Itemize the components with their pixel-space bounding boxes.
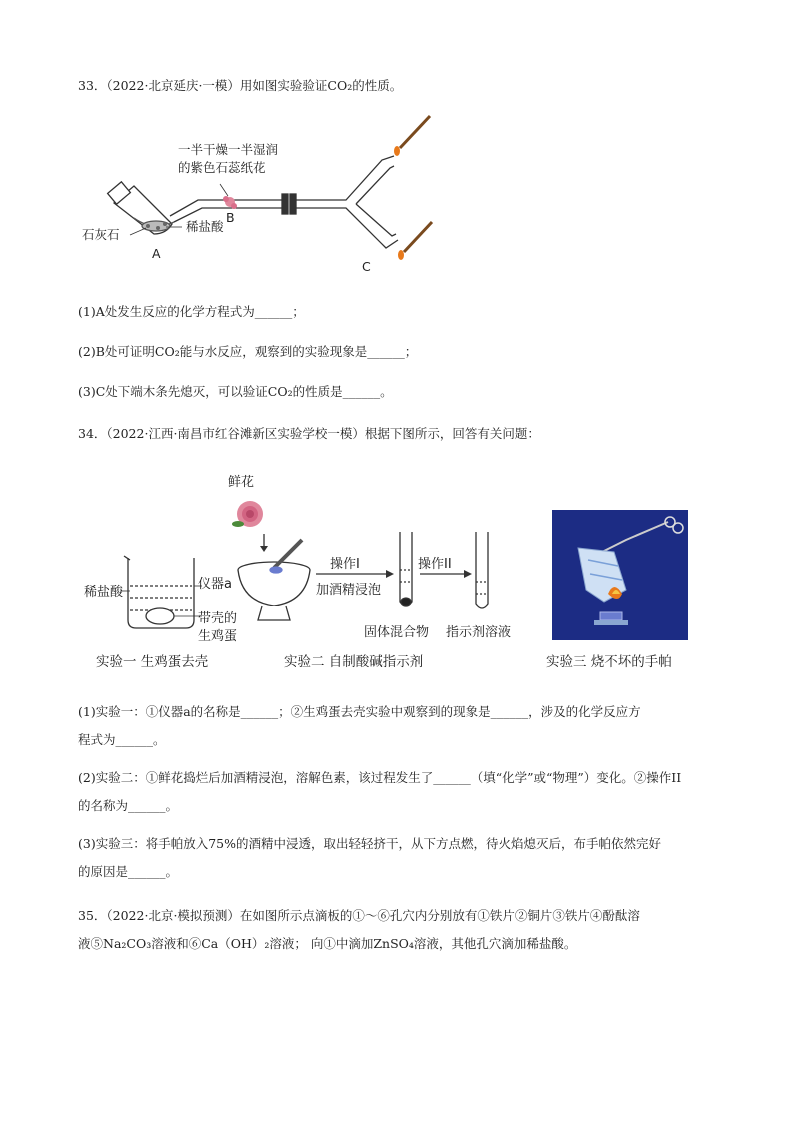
caption-experiment-3: 实验三 烧不坏的手帕 <box>546 654 672 670</box>
label-operation-2: 操作II <box>418 557 452 572</box>
label-alcohol-soak: 加酒精浸泡 <box>316 583 382 598</box>
label-litmus-paper-2: 的紫色石蕊纸花 <box>178 160 266 175</box>
arrow-down-icon <box>260 534 268 552</box>
label-operation-1: 操作I <box>330 557 360 572</box>
mortar-and-pestle <box>238 540 310 620</box>
q34-sub1 <box>78 698 738 754</box>
beaker <box>124 556 194 628</box>
label-c: C <box>362 259 371 274</box>
label-exp1-acid: 稀盐酸 <box>84 585 124 600</box>
caption-experiment-2: 实验二 自制酸碱指示剂 <box>284 654 424 670</box>
label-fresh-flower: 鲜花 <box>228 475 255 490</box>
label-litmus-paper-1: 一半干燥一半湿润 <box>178 142 279 157</box>
q34-sub3-line2: 的原因是______。 <box>78 864 179 879</box>
q35-line2: 液⑤Na₂CO₃溶液和⑥Ca（OH）₂溶液； 向①中滴加ZnSO₄溶液，其他孔穴滴加稀盐酸。 <box>78 936 577 951</box>
q34-sub2 <box>78 764 738 820</box>
test-tube-solid <box>400 532 412 606</box>
label-egg-1: 带壳的 <box>198 611 238 626</box>
q34-experiments-figure <box>78 470 698 675</box>
q34-sub3-line1: (3)实验三：将手帕放入75%的酒精中浸透，取出轻轻挤干，从下方点燃，待火焰熄灭后，布手帕依然完好 <box>78 836 661 851</box>
q33-sub1: (1)A处发生反应的化学方程式为______； <box>78 304 305 319</box>
burning-stick-upper <box>394 116 430 156</box>
label-egg-2: 生鸡蛋 <box>198 629 238 644</box>
q33-sub3: (3)C处下端木条先熄灭，可以验证CO₂的性质是______。 <box>78 384 393 399</box>
burning-handkerchief-image <box>552 510 688 640</box>
q33-sub2: (2)B处可证明CO₂能与水反应，观察到的实验现象是______； <box>78 344 418 359</box>
label-hydrochloric-acid: 稀盐酸 <box>186 219 224 234</box>
label-a: A <box>152 246 161 261</box>
q34-sub1-line1: (1)实验一：①仪器a的名称是______；②生鸡蛋去壳实验中观察到的现象是______，涉及的化学反应方 <box>78 704 641 719</box>
burning-stick-lower <box>398 222 432 260</box>
q35-text <box>78 902 738 958</box>
label-instrument-a: 仪器a <box>198 577 232 592</box>
label-indicator-solution: 指示剂溶液 <box>446 625 512 640</box>
q34-sub1-line2: 程式为______。 <box>78 732 166 747</box>
rose-icon <box>232 501 263 527</box>
label-limestone: 石灰石 <box>82 227 120 242</box>
caption-experiment-1: 实验一 生鸡蛋去壳 <box>96 654 209 670</box>
q34-sub2-line2: 的名称为______。 <box>78 798 179 813</box>
q34-sub2-line1: (2)实验二：①鲜花捣烂后加酒精浸泡，溶解色素，该过程发生了______（填“化学”或“物理”）变化。②操作II <box>78 770 682 785</box>
test-tube-indicator <box>476 532 488 608</box>
q34-header: 34．（2022·江西·南昌市红谷滩新区实验学校一模）根据下图所示，回答有关问题： <box>78 426 540 441</box>
q33-co2-apparatus-figure <box>70 108 450 280</box>
label-solid-mixture: 固体混合物 <box>364 625 430 640</box>
q34-sub3 <box>78 830 738 886</box>
q33-header: 33．（2022·北京延庆·一模）用如图实验验证CO₂的性质。 <box>78 78 403 93</box>
litmus-flower-b <box>223 196 237 209</box>
q35-line1: 35．（2022·北京·模拟预测）在如图所示点滴板的①～⑥孔穴内分别放有①铁片②铜片③铁片④酚酞溶 <box>78 908 640 923</box>
label-b: B <box>226 210 235 225</box>
